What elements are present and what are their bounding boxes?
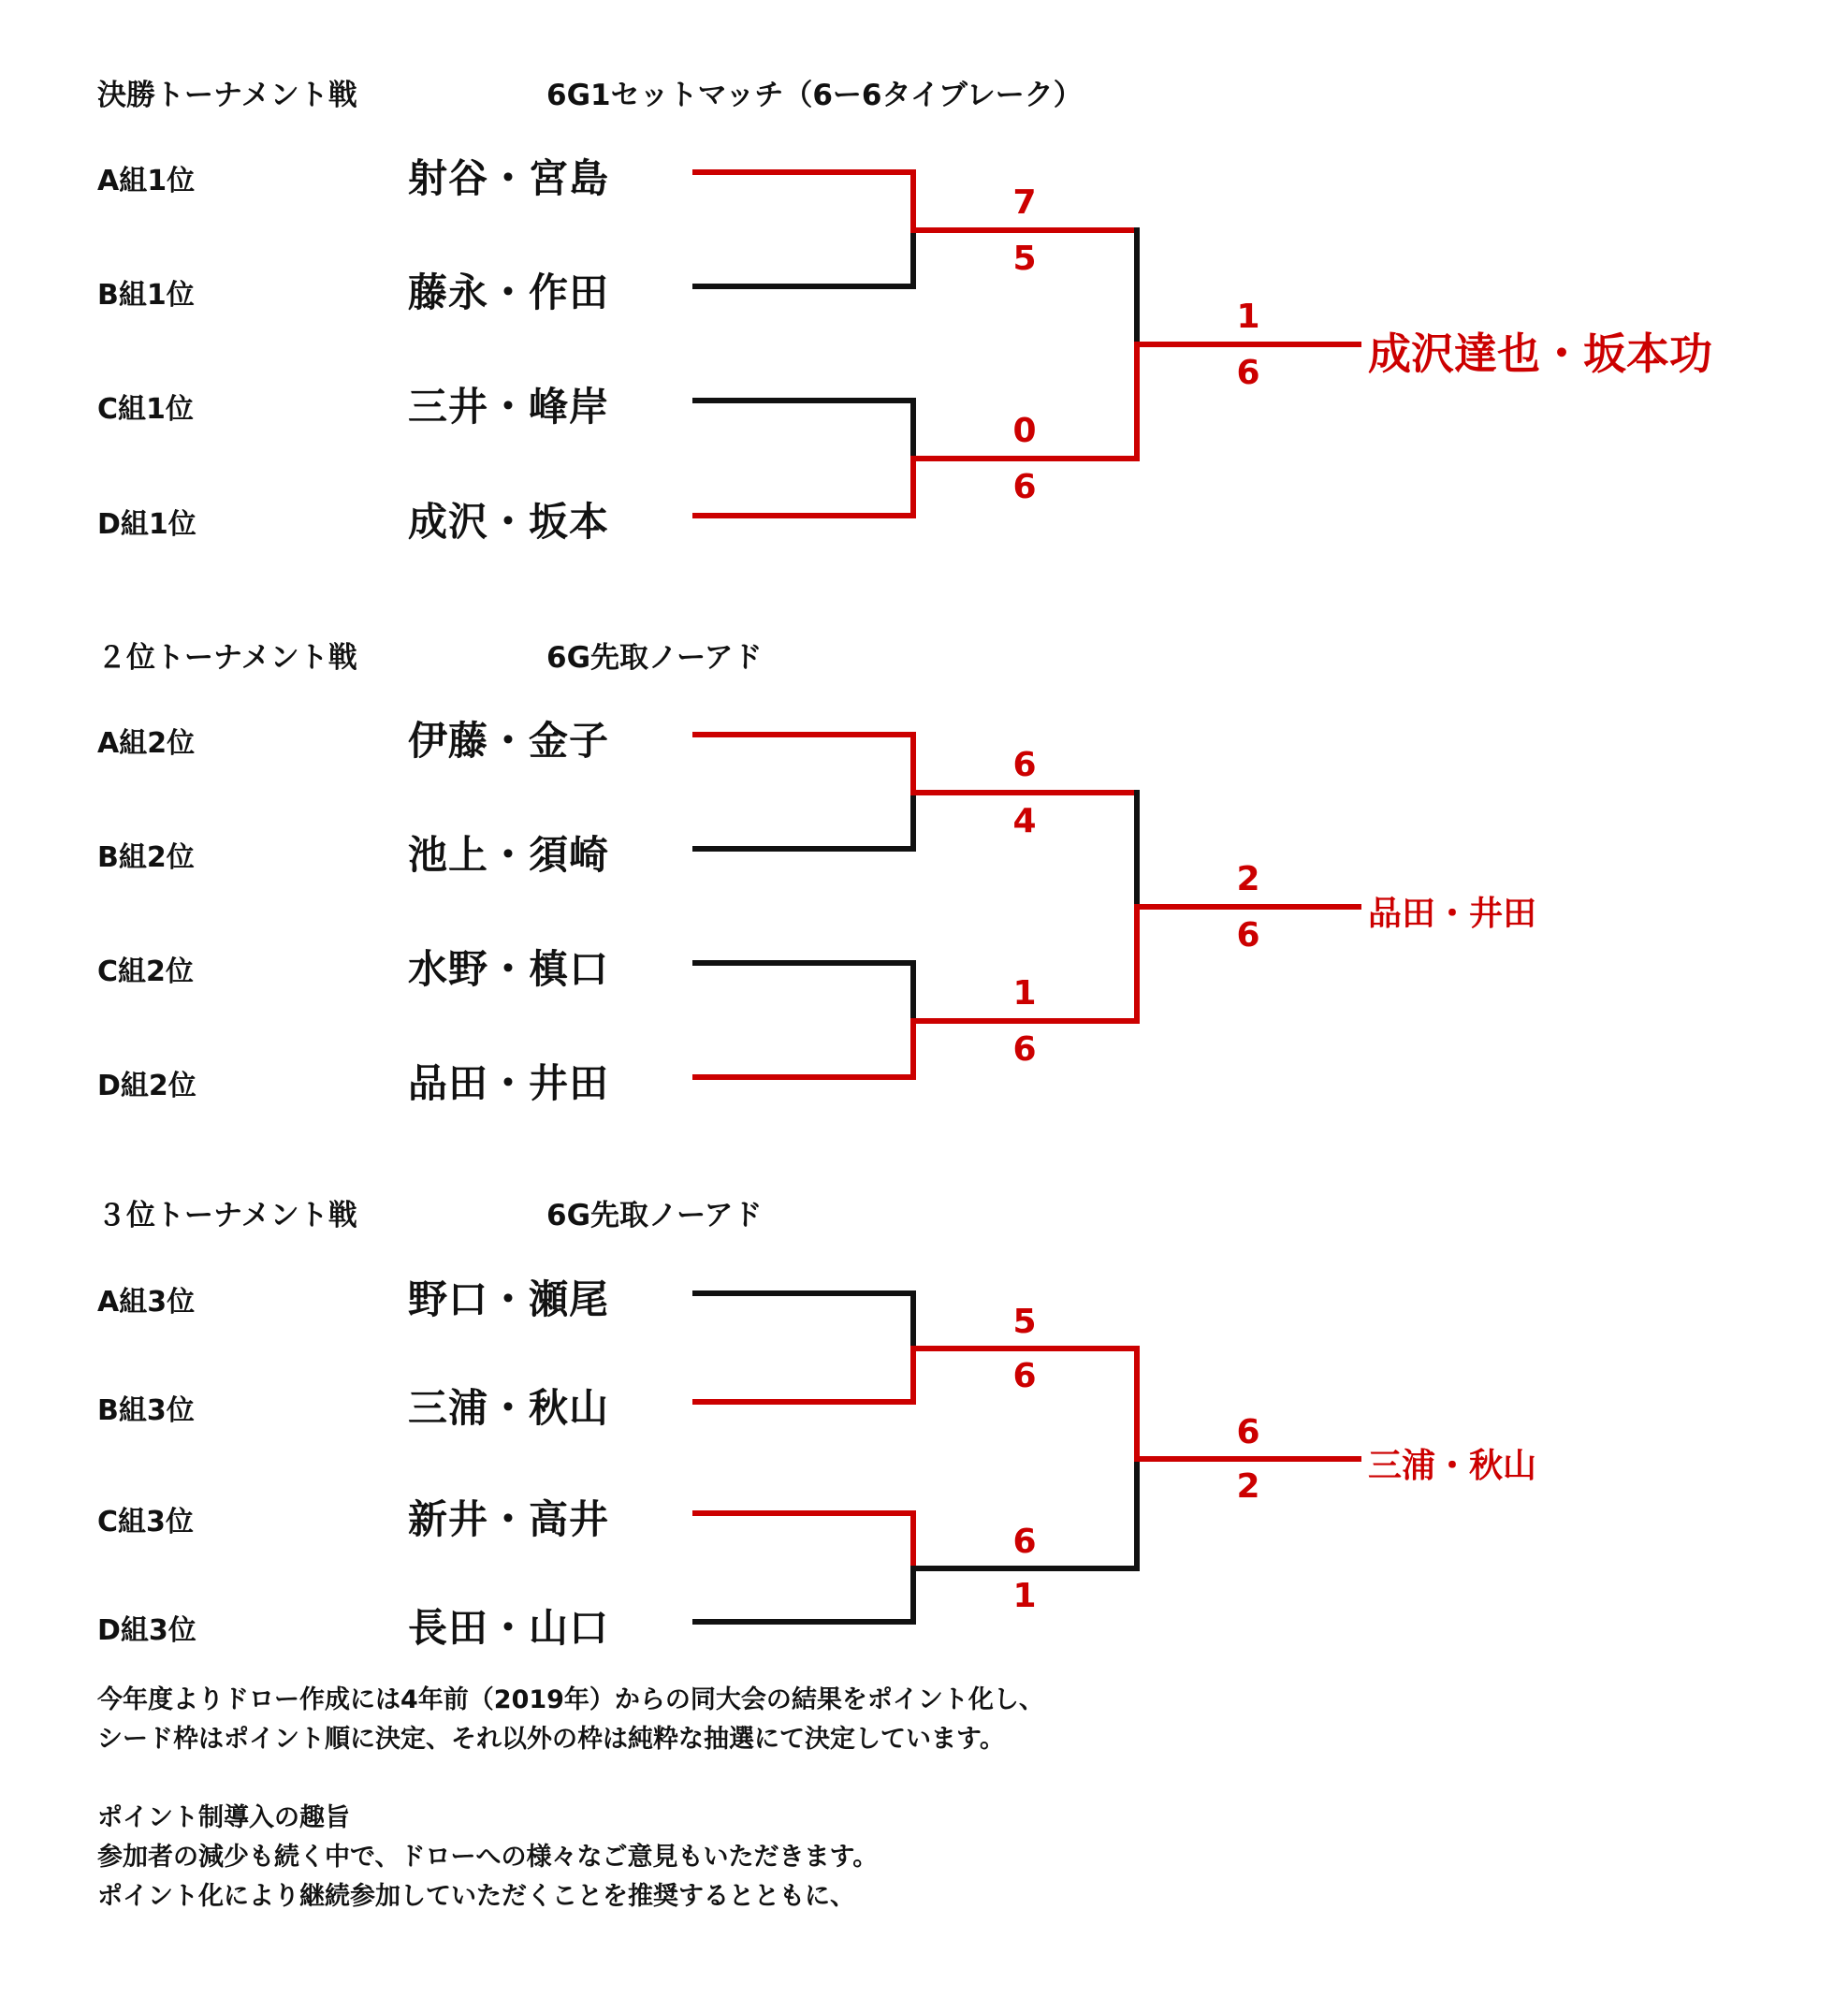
score-semi2-top: 1 (1012, 974, 1037, 1013)
team-name: 射谷・宮島 (408, 155, 610, 201)
seed-label: C組1位 (97, 393, 194, 426)
bracket-section-3 (695, 1293, 1359, 1622)
score-semi2-top: 0 (1012, 412, 1037, 450)
team-name: 野口・瀬尾 (408, 1276, 610, 1322)
team-name: 三浦・秋山 (408, 1385, 610, 1431)
score-final-bottom: 6 (1236, 354, 1260, 392)
score-semi1-top: 5 (1012, 1303, 1037, 1341)
team-name: 水野・槙口 (408, 946, 610, 992)
seed-label: C組2位 (97, 955, 194, 988)
note-line: シード枠はポイント順に決定、それ以外の枠は純粋な抽選にて決定しています。 (97, 1725, 1005, 1754)
seed-label: B組1位 (97, 279, 195, 312)
team-name: 新井・高井 (408, 1496, 610, 1542)
score-final-bottom: 6 (1236, 916, 1260, 955)
match-format: 6G1セットマッチ（6ー6タイブレーク） (546, 79, 1083, 112)
team-name: 長田・山口 (408, 1605, 610, 1651)
winner-name: 三浦・秋山 (1368, 1447, 1537, 1485)
seed-label: D組1位 (97, 508, 196, 541)
section-title: 決勝トーナメント戦 (97, 79, 357, 112)
seed-label: D組3位 (97, 1614, 196, 1647)
team-name: 池上・須崎 (408, 832, 610, 878)
bracket-section-2 (695, 735, 1359, 1077)
team-name: 成沢・坂本 (408, 499, 610, 545)
score-semi1-bottom: 6 (1012, 1357, 1037, 1395)
match-format: 6G先取ノーアド (546, 1199, 763, 1232)
seed-label: A組1位 (97, 165, 196, 197)
score-semi1-bottom: 4 (1012, 802, 1037, 840)
score-semi2-top: 6 (1012, 1523, 1037, 1561)
score-semi1-bottom: 5 (1012, 240, 1037, 278)
score-semi2-bottom: 6 (1012, 1030, 1037, 1069)
champion-name: 成沢達也・坂本功 (1368, 328, 1712, 379)
score-final-top: 2 (1236, 860, 1260, 898)
score-final-top: 1 (1236, 298, 1260, 336)
section-title: ３位トーナメント戦 (97, 1199, 357, 1232)
score-semi2-bottom: 6 (1012, 468, 1037, 506)
seed-label: B組2位 (97, 841, 195, 874)
seed-label: D組2位 (97, 1070, 196, 1102)
notes-block (97, 1681, 1044, 1917)
score-semi2-bottom: 1 (1012, 1577, 1037, 1615)
note-line: 今年度よりドロー作成には4年前（2019年）からの同大会の結果をポイント化し、 (97, 1685, 1044, 1714)
team-name: 藤永・作田 (408, 270, 610, 315)
bracket-section-1 (695, 172, 1359, 516)
note-line: 参加者の減少も続く中で、ドローへの様々なご意見もいただきます。 (97, 1843, 879, 1872)
seed-label: B組3位 (97, 1394, 195, 1427)
team-name: 三井・峰岸 (408, 384, 610, 430)
winner-name: 品田・井田 (1368, 895, 1537, 933)
team-name: 伊藤・金子 (408, 718, 610, 764)
score-semi1-top: 7 (1012, 183, 1037, 222)
team-name: 品田・井田 (408, 1060, 610, 1106)
score-final-bottom: 2 (1236, 1467, 1260, 1506)
seed-label: A組3位 (97, 1286, 196, 1319)
seed-label: A組2位 (97, 727, 196, 760)
note-heading: ポイント制導入の趣旨 (97, 1803, 350, 1832)
seed-label: C組3位 (97, 1506, 194, 1538)
note-line: ポイント化により継続参加していただくことを推奨するとともに、 (97, 1882, 855, 1911)
note-spacer (97, 1759, 1044, 1799)
score-semi1-top: 6 (1012, 746, 1037, 784)
match-format: 6G先取ノーアド (546, 641, 763, 675)
score-final-top: 6 (1236, 1413, 1260, 1451)
section-title: ２位トーナメント戦 (97, 641, 357, 675)
